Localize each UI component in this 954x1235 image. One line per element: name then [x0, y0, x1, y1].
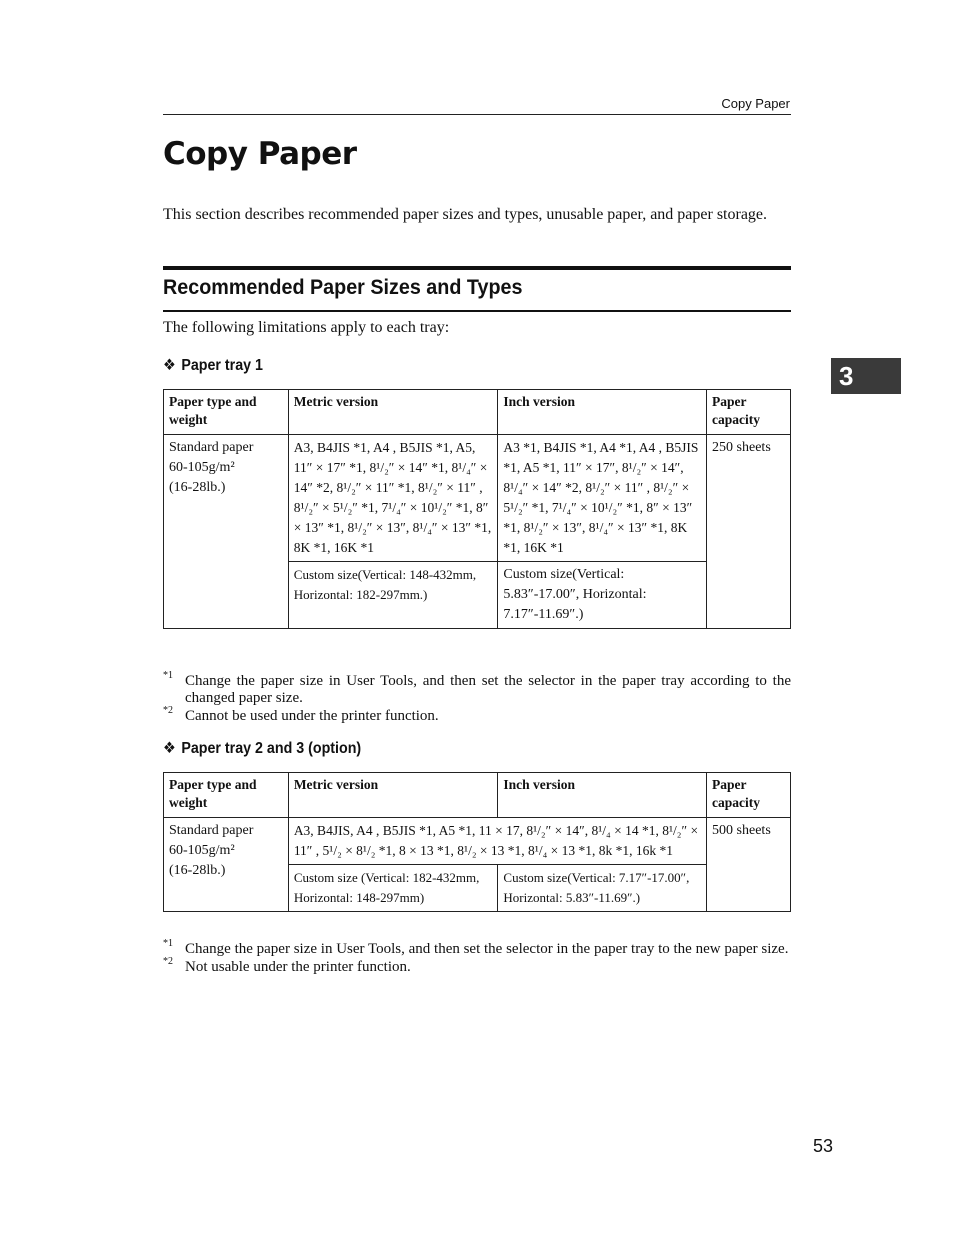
- chapter-tab: 3: [831, 358, 901, 394]
- inch-custom-cell: Custom size(Vertical: 5.83″-17.00″, Horizontal: 7.17″-11.69″.): [498, 562, 707, 629]
- table-header-row: [164, 390, 791, 435]
- section-rule-bottom: [163, 310, 791, 312]
- diamond-bullet-icon: ❖: [163, 357, 176, 374]
- intro-paragraph: This section describes recommended paper sizes and types, unusable paper, and paper storage.: [163, 206, 768, 223]
- section-title: Recommended Paper Sizes and Types: [163, 276, 523, 299]
- running-header: Copy Paper: [721, 96, 790, 111]
- paper-type-cell: Standard paper 60-105g/m² (16-28lb.): [164, 435, 289, 629]
- tray2-table: [163, 772, 791, 912]
- column-header: Metric version: [288, 390, 498, 435]
- tray2-footnotes: [163, 938, 791, 977]
- capacity-cell: 250 sheets: [707, 435, 791, 629]
- column-header: Paper type and weight: [164, 390, 289, 435]
- footnote: *1 Change the paper size in User Tools, and then set the selector in the paper tray to the new paper size.: [163, 938, 789, 957]
- table-header-row: [164, 773, 791, 818]
- metric-custom-cell: Custom size(Vertical: 148-432mm, Horizontal: 182-297mm.): [288, 562, 498, 629]
- column-header: Inch version: [498, 390, 707, 435]
- footnote: *1 Change the paper size in User Tools, and then set the selector in the paper tray according to the changed paper size.: [163, 670, 791, 706]
- footnote: *2 Cannot be used under the printer function.: [163, 705, 439, 724]
- tray1-table: [163, 389, 791, 629]
- section-rule-top: [163, 266, 791, 270]
- column-header: Metric version: [288, 773, 498, 818]
- header-rule: [163, 114, 791, 115]
- column-header: Inch version: [498, 773, 707, 818]
- table-row: [164, 435, 791, 562]
- paper-type-cell: Standard paper 60-105g/m² (16-28lb.): [164, 818, 289, 912]
- capacity-cell: 500 sheets: [707, 818, 791, 912]
- page-title: Copy Paper: [163, 136, 357, 172]
- diamond-bullet-icon: ❖: [163, 740, 176, 757]
- column-header: Paper type and weight: [164, 773, 289, 818]
- tray1-heading: ❖ Paper tray 1: [163, 357, 263, 374]
- inch-custom-cell: Custom size(Vertical: 7.17″-17.00″, Horizontal: 5.83″-11.69″.): [498, 865, 707, 912]
- page-number: 53: [813, 1136, 834, 1156]
- table-row: [164, 818, 791, 865]
- tray1-footnotes: [163, 670, 791, 726]
- metric-sizes-cell: A3, B4JIS *1, A4 , B5JIS *1, A5, 11″ × 17″ *1, 8¹/₂″ × 14″ *1, 8¹/₄″ × 14″ *2, 8¹/₂″ × 11″ *1, 8¹/₂″ × 11″ , 8¹/₂″ × 5¹/₂″ *1, 7¹/₄″ × 10¹/₂″ *1, 8″ × 13″ *1, 8¹/₂″ × 13″, 8¹/₄″ × 13″ *1, 8K *1, 16K *1: [288, 435, 498, 562]
- footnote: *2 Not usable under the printer function.: [163, 956, 411, 975]
- tray2-heading: ❖ Paper tray 2 and 3 (option): [163, 740, 362, 757]
- section-lead: The following limitations apply to each tray:: [163, 319, 450, 336]
- sizes-cell: A3, B4JIS, A4 , B5JIS *1, A5 *1, 11 × 17, 8¹/₂″ × 14″, 8¹/₄ × 14 *1, 8¹/₂″ × 11″ , 5¹/₂ × 8¹/₂ *1, 8 × 13 *1, 8¹/₂ × 13 *1, 8¹/₄ × 13 *1, 8k *1, 16k *1: [288, 818, 706, 865]
- inch-sizes-cell: A3 *1, B4JIS *1, A4 *1, A4 , B5JIS *1, A5 *1, 11″ × 17″, 8¹/₂″ × 14″, 8¹/₄″ × 14″ *2, 8¹/₂″ × 11″ , 8¹/₂″ × 5¹/₂″ *1, 7¹/₄″ × 10¹/₂″ *1, 8″ × 13″ *1, 8¹/₂″ × 13″, 8¹/₄″ × 13″ *1, 8K *1, 16K *1: [498, 435, 707, 562]
- column-header: Paper capacity: [707, 773, 791, 818]
- metric-custom-cell: Custom size (Vertical: 182-432mm, Horizontal: 148-297mm): [288, 865, 498, 912]
- column-header: Paper capacity: [707, 390, 791, 435]
